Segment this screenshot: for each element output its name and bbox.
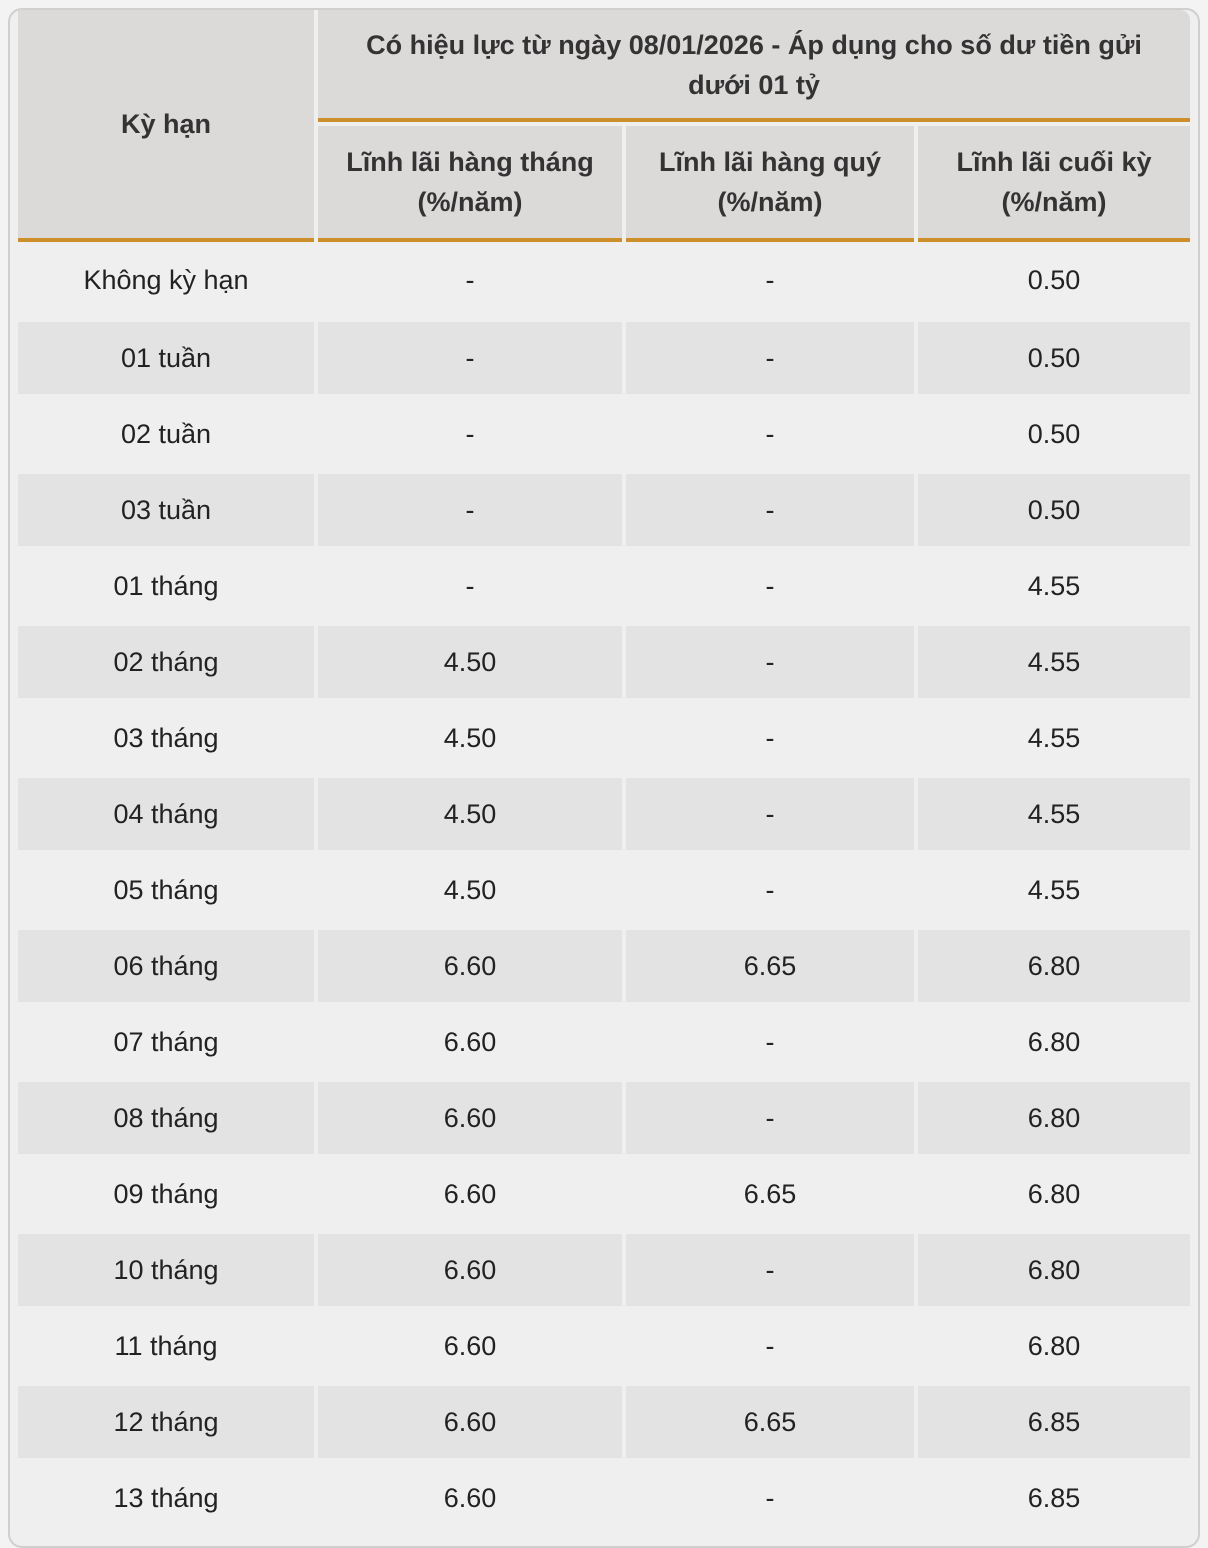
term-cell: Không kỳ hạn [18,242,314,318]
term-column-header: Kỳ hạn [18,10,314,242]
monthly-interest-header: Lĩnh lãi hàng tháng (%/năm) [318,122,622,242]
end-of-term-rate-cell: 0.50 [918,318,1190,394]
term-cell: 02 tháng [18,622,314,698]
quarterly-rate-cell: 6.65 [626,926,914,1002]
quarterly-rate-cell: - [626,622,914,698]
end-of-term-rate-cell: 0.50 [918,242,1190,318]
term-cell: 01 tuần [18,318,314,394]
quarterly-rate-cell: - [626,1002,914,1078]
table-row [18,698,1190,774]
term-cell: 05 tháng [18,850,314,926]
quarterly-rate-cell: - [626,546,914,622]
table-row [18,850,1190,926]
end-of-term-rate-cell: 6.85 [918,1458,1190,1534]
table-row [18,1078,1190,1154]
table-row [18,242,1190,318]
table-row [18,774,1190,850]
quarterly-interest-header: Lĩnh lãi hàng quý (%/năm) [626,122,914,242]
table-header [18,10,1190,242]
table-row [18,1230,1190,1306]
quarterly-rate-cell: - [626,1306,914,1382]
quarterly-rate-cell: 6.65 [626,1382,914,1458]
table-row [18,546,1190,622]
term-cell: 08 tháng [18,1078,314,1154]
quarterly-rate-cell: - [626,1230,914,1306]
rate-table-container [8,8,1200,1548]
term-cell: 02 tuần [18,394,314,470]
end-of-term-rate-cell: 6.80 [918,1002,1190,1078]
end-of-term-rate-cell: 0.50 [918,394,1190,470]
monthly-rate-cell: - [318,394,622,470]
table-row [18,1002,1190,1078]
table-row [18,1382,1190,1458]
monthly-rate-cell: 4.50 [318,622,622,698]
monthly-rate-cell: 6.60 [318,1078,622,1154]
end-of-term-rate-cell: 4.55 [918,774,1190,850]
table-row [18,394,1190,470]
table-body [18,242,1190,1534]
monthly-rate-cell: 6.60 [318,1230,622,1306]
end-of-term-rate-cell: 6.80 [918,1306,1190,1382]
table-row [18,622,1190,698]
monthly-rate-cell: - [318,318,622,394]
quarterly-rate-cell: - [626,470,914,546]
interest-rate-table [14,10,1194,1534]
monthly-rate-cell: - [318,242,622,318]
term-cell: 04 tháng [18,774,314,850]
monthly-rate-cell: 6.60 [318,1154,622,1230]
term-cell: 12 tháng [18,1382,314,1458]
monthly-rate-cell: - [318,470,622,546]
quarterly-rate-cell: - [626,394,914,470]
term-cell: 09 tháng [18,1154,314,1230]
quarterly-rate-cell: - [626,1458,914,1534]
quarterly-rate-cell: - [626,318,914,394]
monthly-rate-cell: 6.60 [318,1458,622,1534]
effective-date-header: Có hiệu lực từ ngày 08/01/2026 - Áp dụng cho số dư tiền gửi dưới 01 tỷ [318,10,1190,122]
term-cell: 03 tháng [18,698,314,774]
term-cell: 01 tháng [18,546,314,622]
table-row [18,926,1190,1002]
table-row [18,470,1190,546]
quarterly-rate-cell: - [626,698,914,774]
monthly-rate-cell: 6.60 [318,1002,622,1078]
end-of-term-rate-cell: 4.55 [918,850,1190,926]
end-of-term-rate-cell: 6.80 [918,1154,1190,1230]
term-cell: 06 tháng [18,926,314,1002]
quarterly-rate-cell: - [626,242,914,318]
end-of-term-rate-cell: 6.80 [918,1078,1190,1154]
monthly-rate-cell: - [318,546,622,622]
table-row [18,318,1190,394]
monthly-rate-cell: 4.50 [318,698,622,774]
term-cell: 13 tháng [18,1458,314,1534]
quarterly-rate-cell: - [626,1078,914,1154]
monthly-rate-cell: 6.60 [318,926,622,1002]
end-of-term-rate-cell: 4.55 [918,698,1190,774]
quarterly-rate-cell: - [626,850,914,926]
table-row [18,1154,1190,1230]
end-of-term-rate-cell: 4.55 [918,622,1190,698]
table-row [18,1458,1190,1534]
term-cell: 10 tháng [18,1230,314,1306]
end-of-term-rate-cell: 4.55 [918,546,1190,622]
end-of-term-rate-cell: 0.50 [918,470,1190,546]
table-row [18,1306,1190,1382]
term-cell: 07 tháng [18,1002,314,1078]
monthly-rate-cell: 6.60 [318,1382,622,1458]
end-of-term-rate-cell: 6.85 [918,1382,1190,1458]
monthly-rate-cell: 4.50 [318,850,622,926]
quarterly-rate-cell: - [626,774,914,850]
term-cell: 03 tuần [18,470,314,546]
end-of-term-rate-cell: 6.80 [918,1230,1190,1306]
monthly-rate-cell: 6.60 [318,1306,622,1382]
end-of-term-interest-header: Lĩnh lãi cuối kỳ (%/năm) [918,122,1190,242]
monthly-rate-cell: 4.50 [318,774,622,850]
end-of-term-rate-cell: 6.80 [918,926,1190,1002]
term-cell: 11 tháng [18,1306,314,1382]
quarterly-rate-cell: 6.65 [626,1154,914,1230]
